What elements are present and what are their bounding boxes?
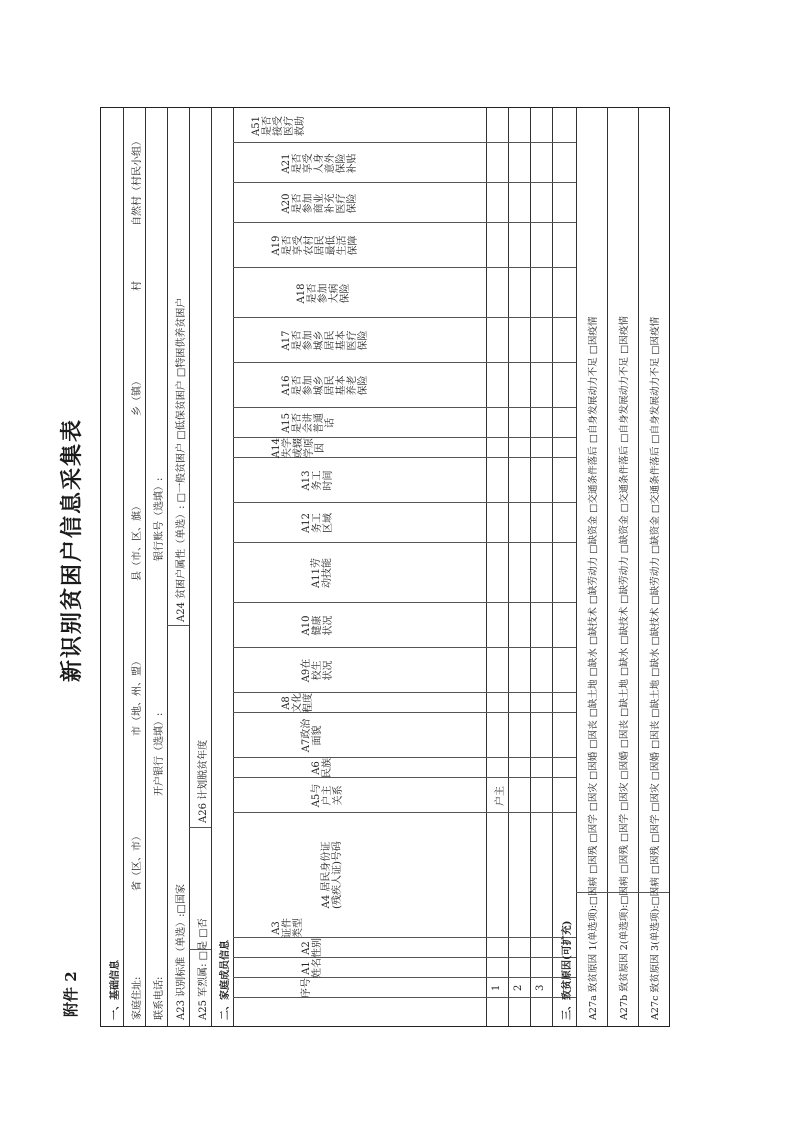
col-header-a51: A51是否接受医疗救助 [251, 116, 306, 136]
col-header-index: 序号 [301, 978, 312, 998]
col-header-a7: A7政治面貌 [301, 718, 323, 753]
address-label: 家庭住址: [132, 976, 143, 1020]
info-collection-form [100, 107, 670, 1027]
col-header-a20: A20是否参加商业补充医疗保险 [281, 193, 358, 214]
col-header-a3: A3证件类型 [271, 918, 304, 938]
village-field: 村 [132, 281, 143, 291]
row-index-3: 3 [535, 984, 546, 991]
col-header-a19: A19是否享受农村居民最低生活保障 [271, 235, 359, 256]
col-header-a12: A12务工区域 [301, 513, 334, 533]
section-poverty-causes-heading: 三、致贫原因(可扩充) [562, 920, 573, 1020]
col-header-a2: A2性别 [301, 938, 323, 958]
a25-military-family: A25 军烈属: □是 □否 [198, 918, 209, 1020]
col-header-a21: A21是否享受人身意外保险补贴 [281, 153, 358, 174]
section-family-members-heading: 二、家庭成员信息 [220, 940, 231, 1020]
a27b-poverty-cause-2: A27b 致贫原因 2(单选项):□因病 □因残 □因学 □因灾 □因婚 □因丧 □缺土地 □缺水 □缺技术 □缺劳动力 □缺资金 □交通条件落后 □自身发展动力不足 □因疫情 [619, 315, 630, 1020]
col-header-a18: A18是否参加大病保险 [296, 283, 351, 304]
section-basic-info-heading: 一、基础信息 [110, 960, 121, 1020]
row-index-2: 2 [513, 984, 524, 991]
province-field: 省（区、市） [132, 831, 143, 891]
city-field: 市（地、州、盟） [132, 656, 143, 736]
col-header-a13: A13务工时间 [301, 470, 334, 491]
col-header-a1: A1姓名 [301, 958, 323, 978]
a23-identification-standard: A23 识别标准（单选）:□国家 [176, 884, 187, 1020]
a26-planned-exit-year: A26 计划脱贫年度 [198, 739, 209, 823]
a27c-poverty-cause-3: A27c 致贫原因 3(单选项):□因病 □因残 □因学 □因灾 □因婚 □因丧 □缺土地 □缺水 □缺技术 □缺劳动力 □缺资金 □交通条件落后 □自身发展动力不足 □因疫情 [650, 316, 661, 1020]
col-header-a11: A11劳动技能 [311, 558, 333, 588]
col-header-a6: A6民族 [311, 758, 333, 778]
col-header-a10: A10健康状况 [301, 615, 334, 636]
bank-label: 开户银行（选填）: [154, 712, 165, 796]
col-header-a4: A4 居民身份证(残疾人证)号码 [321, 841, 343, 909]
attachment-label: 附件 2 [62, 971, 80, 1017]
a27a-poverty-cause-1: A27a 致贫原因 1(单选项):□因病 □因残 □因学 □因灾 □因婚 □因丧 □缺土地 □缺水 □缺技术 □缺劳动力 □缺资金 □交通条件落后 □自身发展动力不足 □因疫情 [588, 316, 599, 1020]
account-label: 银行账号（选填）: [154, 477, 165, 561]
township-field: 乡（镇） [132, 376, 143, 416]
phone-label: 联系电话: [154, 976, 165, 1020]
col-header-a14: A14失学或辍学原因 [271, 438, 326, 458]
col-header-a16: A16是否参加城乡居民基本养老保险 [281, 375, 369, 396]
head-of-household-cell: 户主 [495, 786, 506, 806]
county-field: 县（市、区、旗） [132, 501, 143, 581]
col-header-a8: A8文化程度 [281, 693, 314, 713]
row-index-1: 1 [491, 984, 502, 991]
col-header-a5: A5与户主关系 [311, 783, 344, 808]
col-header-a15: A15是否会讲普通话 [281, 413, 336, 433]
hamlet-field: 自然村（村民小组） [132, 136, 143, 226]
a24-household-attribute: A24 贫困户属性（单选）: □一般贫困户 □低保贫困户 □特困供养贫困户 [176, 297, 187, 622]
col-header-a17: A17是否参加城乡居民基本医疗保险 [281, 330, 369, 351]
page-title: 新识别贫困户信息采集表 [59, 417, 85, 682]
col-header-a9: A9在校生状况 [301, 658, 334, 683]
